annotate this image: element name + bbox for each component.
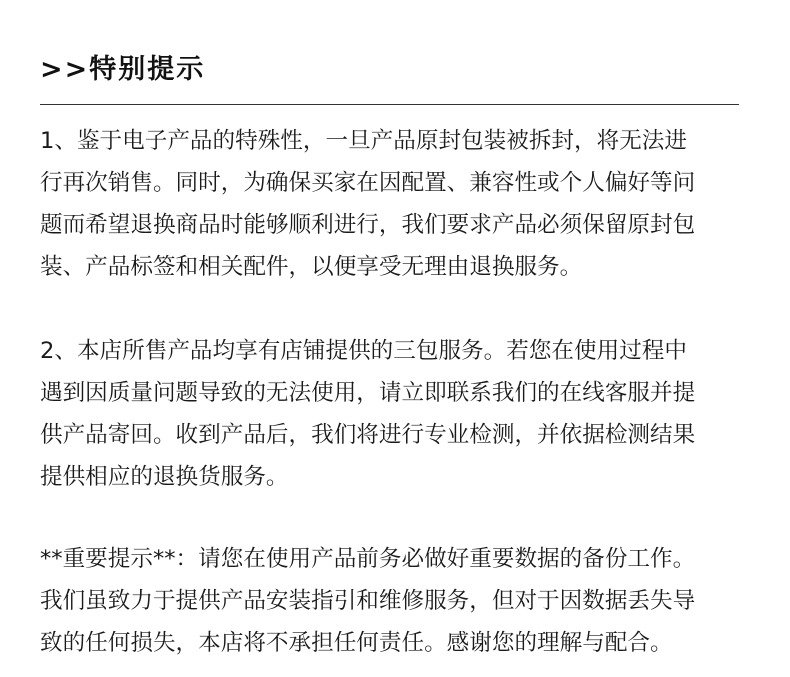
paragraph-important-notice — [40, 538, 740, 664]
paragraph-line: 遇到因质量问题导致的无法使用，请立即联系我们的在线客服并提 — [40, 380, 696, 406]
paragraph-line: 提供相应的退换货服务。 — [40, 464, 289, 490]
notice-heading: >>特别提示 — [40, 54, 206, 85]
paragraph-line: 致的任何损失，本店将不承担任何责任。感谢您的理解与配合。 — [40, 630, 673, 656]
heading-divider — [40, 104, 739, 105]
paragraph-warranty-service — [40, 330, 740, 498]
paragraph-line: 题而希望退换商品时能够顺利进行，我们要求产品必须保留原封包 — [40, 212, 696, 238]
paragraph-line: 装、产品标签和相关配件，以便享受无理由退换服务。 — [40, 254, 583, 280]
paragraph-line: **重要提示**：请您在使用产品前务必做好重要数据的备份工作。 — [40, 546, 696, 572]
notice-page — [40, 0, 740, 677]
paragraph-exchange-policy — [40, 120, 740, 288]
paragraph-line: 我们虽致力于提供产品安装指引和维修服务，但对于因数据丢失导 — [40, 588, 696, 614]
paragraph-line: 1、鉴于电子产品的特殊性，一旦产品原封包装被拆封，将无法进 — [40, 128, 687, 154]
paragraph-line: 供产品寄回。收到产品后，我们将进行专业检测，并依据检测结果 — [40, 422, 696, 448]
paragraph-line: 2、本店所售产品均享有店铺提供的三包服务。若您在使用过程中 — [40, 338, 687, 364]
paragraph-line: 行再次销售。同时，为确保买家在因配置、兼容性或个人偏好等问 — [40, 170, 696, 196]
